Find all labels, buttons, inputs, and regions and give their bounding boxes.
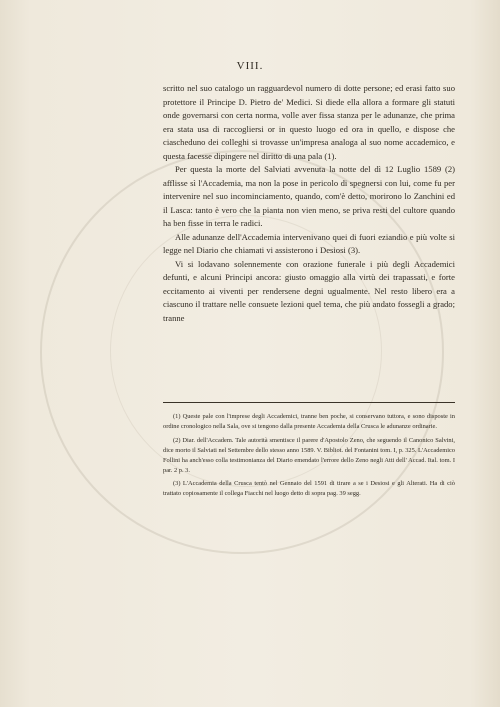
footnote: (3) L'Accademia della Crusca tentò nel Gennaio del 1591 di tirare a se i Desiosi e gli Alterati. Ha di ciò trattato copiosamente il collega Fiacchi nel luogo detto di sopra pag. 39 segg. xyxy=(163,480,455,498)
main-text xyxy=(163,82,455,325)
footnote-divider xyxy=(163,402,455,403)
footnote: (2) Diar. dell'Accadem. Tale autorità smentisce il parere d'Apostolo Zeno, che seguendo il Canonico Salvini, dice morto il Salviati nel Settembre dello stesso anno 1589. V. Bibliot. del Fontanini tom. I, p. 325. L'Accademico Follini ha anch'esso colla testimonianza del Diario emendato l'errore dello Zeno negli Atti dell' Accad. Ital. tom. I par. 2 p. 3. xyxy=(163,436,455,474)
paragraph: Vi si lodavano solennemente con orazione funerale i più degli Accademici defunti, e alcuni Principi ancora: giusto omaggio alla virtù dei trapassati, e forte eccitamento ai viventi per rendersene degni ugualmente. Nel resto libero era a ciascuno il trattare nelle consuete lezioni quel tema, che più andato fossegli a grado; tranne xyxy=(163,258,455,323)
page-number: VIII. xyxy=(236,60,264,72)
footnotes xyxy=(163,412,455,503)
footnote: (1) Queste pale con l'imprese degli Accademici, tranne ben poche, si conservano tuttora, e sono disposte in ordine cronologico nella Sala, ove si tengono dalla presente Accademia della Crusca le adunanze ordinarie. xyxy=(163,413,455,430)
paragraph: scritto nel suo catalogo un ragguardevol numero di dotte persone; ed erasi fatto suo protettore il Principe D. Pietro de' Medici. Si diede ella allora a formare gli statuti onde governarsi con certa norma, volle aver fissa stanza per le adunanze, che prima era stata usa di raccogliersi or in questo luogo ed ora in quello, e dispose che ciascheduno dei colleghi si trovasse un'impresa analoga al suo nome accademico, e questa facesse dipingere nel diritto di una pala (1). xyxy=(163,83,455,161)
paragraph: Alle adunanze dell'Accademia intervenivano quei di fuori eziandio e più volte si legge nel Diario che chiamati vi assisterono i Desiosi (3). xyxy=(163,231,455,255)
paragraph: Per questa la morte del Salviati avvenuta la notte del dì 12 Luglio 1589 (2) afflisse sì l'Accademia, ma non la pose in pericolo di spegnersi con lui, come fu per intervenire nel suo incominciamento, quando, com'è detto, morirono lo Zanchini ed il Lasca: tanto è vero che la pianta non vien meno, se priva resti del cultore quando ha ben fisse in terra le radici. xyxy=(163,164,455,228)
